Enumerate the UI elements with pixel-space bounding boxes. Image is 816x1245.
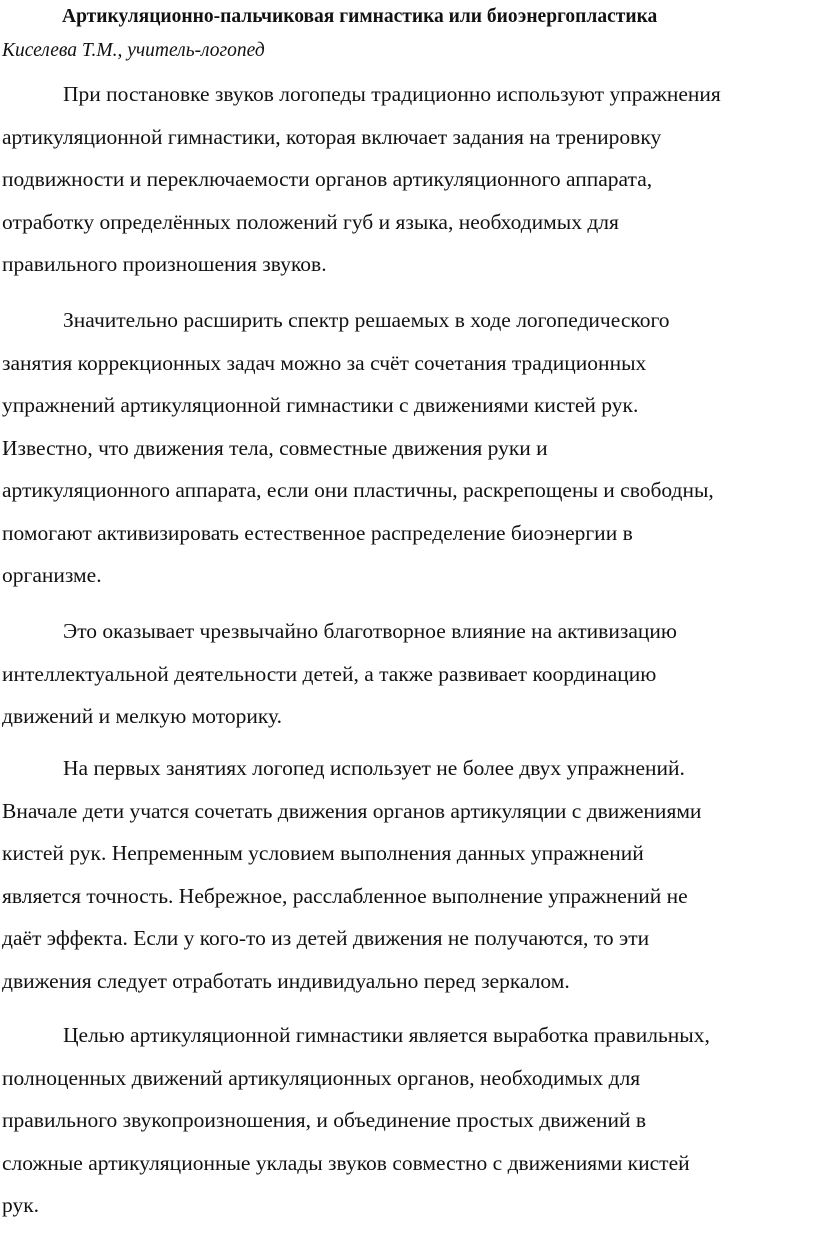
paragraph-line: движения следует отработать индивидуально перед зеркалом. <box>2 968 570 993</box>
paragraph-1 <box>2 73 814 286</box>
paragraph-line: Значительно расширить спектр решаемых в ходе логопедического <box>63 308 670 332</box>
paragraph-line: Это оказывает чрезвычайно благотворное влияние на активизацию <box>63 619 677 643</box>
paragraph-line: движений и мелкую моторику. <box>2 704 282 728</box>
paragraph-line: помогают активизировать естественное распределение биоэнергии в <box>2 520 633 545</box>
paragraph-line: На первых занятиях логопед использует не более двух упражнений. <box>63 756 685 780</box>
paragraph-line: правильного произношения звуков. <box>2 252 327 276</box>
paragraph-line: Целью артикуляционной гимнастики является выработка правильных, <box>63 1023 710 1047</box>
paragraph-line: упражнений артикуляционной гимнастики с движениями кистей рук. <box>2 393 639 417</box>
paragraph-line: правильного звукопроизношения, и объединение простых движений в <box>2 1108 647 1132</box>
paragraph-line: При постановке звуков логопеды традиционно используют упражнения <box>63 82 721 106</box>
paragraph-line: даёт эффекта. Если у кого-то из детей движения не получаются, то эти <box>2 926 650 950</box>
paragraph-2 <box>2 299 814 597</box>
paragraph-line: является точность. Небрежное, расслабленное выполнение упражнений не <box>2 883 688 908</box>
paragraph-line: отработку определённых положений губ и языка, необходимых для <box>2 209 619 234</box>
paragraph-3 <box>2 610 814 738</box>
paragraph-4 <box>2 747 814 1002</box>
paragraph-line: рук. <box>2 1193 40 1217</box>
document-author: Киселева Т.М., учитель-логопед <box>2 40 265 61</box>
paragraph-line: организме. <box>2 563 102 587</box>
document-title: Артикуляционно-пальчиковая гимнастика или биоэнергопластика <box>62 6 658 27</box>
paragraph-line: артикуляционной гимнастики, которая включает задания на тренировку <box>2 124 662 149</box>
paragraph-5 <box>2 1014 814 1227</box>
paragraph-line: кистей рук. Непременным условием выполнения данных упражнений <box>2 841 644 865</box>
paragraph-line: интеллектуальной деятельности детей, а также развивает координацию <box>2 661 657 686</box>
paragraph-line: Вначале дети учатся сочетать движения органов артикуляции с движениями <box>2 798 702 823</box>
paragraph-line: подвижности и переключаемости органов артикуляционного аппарата, <box>2 167 653 191</box>
paragraph-line: сложные артикуляционные уклады звуков совместно с движениями кистей <box>2 1150 690 1175</box>
paragraph-line: артикуляционного аппарата, если они пластичны, раскрепощены и свободны, <box>2 478 714 502</box>
paragraph-line: полноценных движений артикуляционных органов, необходимых для <box>2 1065 641 1090</box>
paragraph-line: занятия коррекционных задач можно за счёт сочетания традиционных <box>2 350 647 375</box>
paragraph-line: Известно, что движения тела, совместные движения руки и <box>2 435 548 460</box>
